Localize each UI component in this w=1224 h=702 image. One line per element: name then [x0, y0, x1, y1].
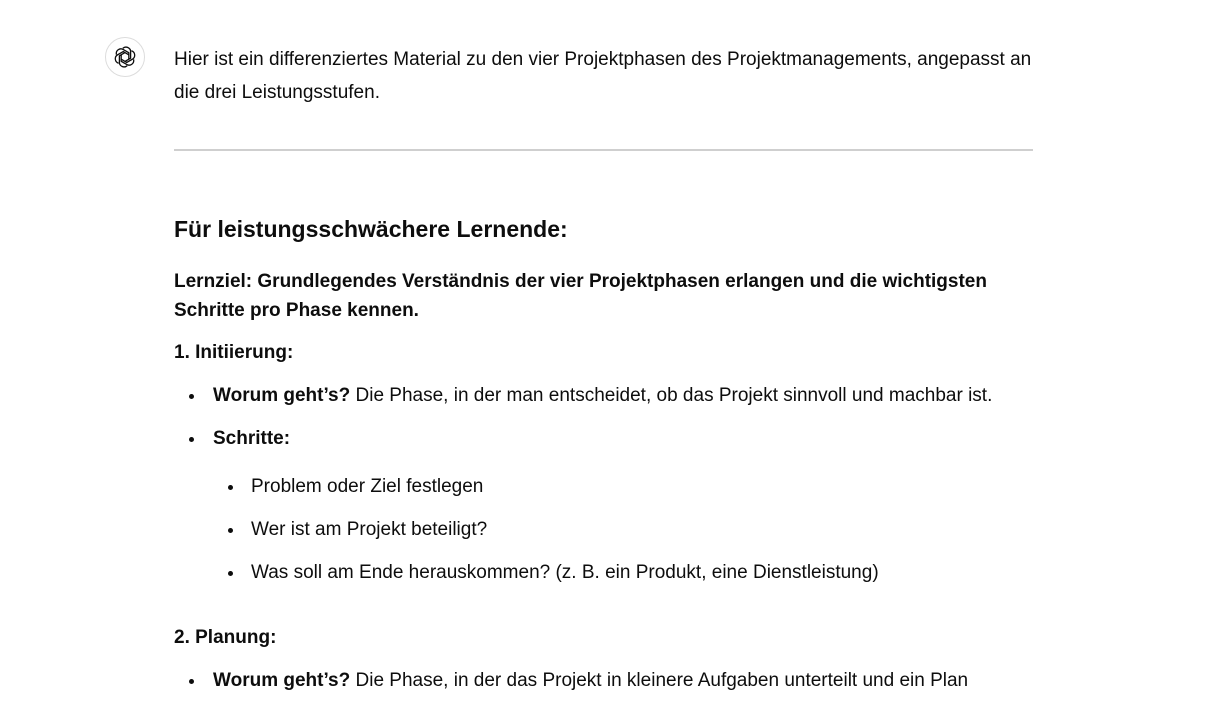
step-item: Was soll am Ende herauskommen? (z. B. ein Produkt, eine Dienstleistung) [213, 559, 1034, 587]
list-item [174, 425, 1034, 587]
steps-list [213, 473, 1034, 587]
intro-text: Hier ist ein differenziertes Material zu den vier Projektphasen des Projektmanagements, angepasst an die drei Leistungsstufen. [174, 49, 1032, 103]
phase-1-list [174, 382, 1034, 587]
list-item [174, 667, 1034, 695]
section-title: Für leistungsschwächere Lernende: [174, 216, 568, 242]
what-text: Die Phase, in der man entscheidet, ob das Projekt sinnvoll und machbar ist. [350, 385, 993, 406]
list-item [174, 382, 1034, 410]
assistant-avatar [105, 37, 145, 77]
step-item: Wer ist am Projekt beteiligt? [213, 516, 1034, 544]
phase-1-title: 1. Initiierung: [174, 342, 294, 363]
steps-label: Schritte: [213, 428, 291, 449]
what-text: Die Phase, in der das Projekt in kleinere Aufgaben unterteilt und ein Plan [350, 670, 969, 691]
phase-2-list [174, 667, 1034, 695]
assistant-message [174, 43, 1034, 702]
openai-logo-icon [113, 45, 137, 69]
phase-2-title: 2. Planung: [174, 627, 277, 648]
what-label: Worum geht’s? [213, 670, 351, 691]
learning-goal: Lernziel: Grundlegendes Verständnis der vier Projektphasen erlangen und die wichtigsten Schritte pro Phase kennen. [174, 271, 987, 321]
step-item: Problem oder Ziel festlegen [213, 473, 1034, 501]
what-label: Worum geht’s? [213, 385, 351, 406]
divider [174, 149, 1033, 151]
